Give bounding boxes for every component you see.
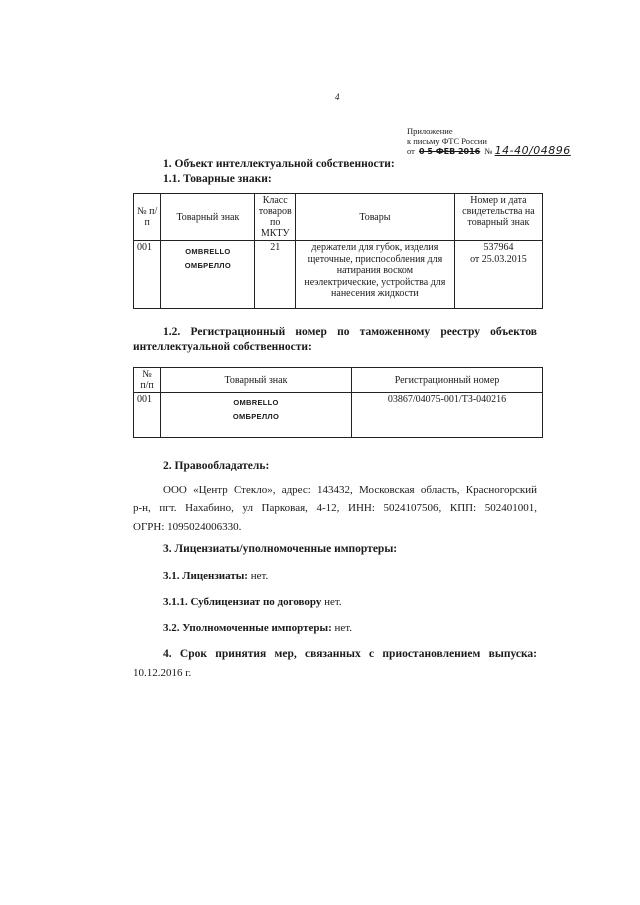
col-header-trademark: Товарный знак: [161, 194, 255, 241]
section3-title: 3. Лицензиаты/уполномоченные импортеры:: [163, 543, 398, 555]
cell-goods: держатели для губок, изделия щеточные, приспособления для натирания воском неэлектрические, устройства для нанесения жидкости: [295, 241, 454, 309]
col-header-num: № п/п: [134, 368, 161, 393]
table-header-row: [134, 368, 543, 393]
table-row: [134, 393, 543, 438]
col-header-certificate: Номер и дата свидетельства на товарный знак: [454, 194, 542, 241]
rightholder-line1: ООО «Центр Стекло», адрес: 143432, Московская область, Красногорский: [163, 484, 537, 496]
licensees-label: 3.1. Лицензиаты:: [163, 570, 248, 582]
page-number: 4: [335, 92, 340, 102]
table-row: [134, 241, 543, 309]
col-header-goods: Товары: [295, 194, 454, 241]
section4-title: 4. Срок принятия мер, связанных с приостановлением выпуска:: [163, 648, 537, 660]
rightholder-line3: ОГРН: 1095024006330.: [133, 521, 242, 533]
section1-2-title-line1: 1.2. Регистрационный номер по таможенному реестру объектов: [163, 326, 537, 338]
appendix-header: [407, 126, 571, 157]
section1-title: 1. Объект интеллектуальной собственности:: [163, 158, 395, 170]
trademark-latin: OMBRELLO: [185, 247, 231, 256]
trademark-cyrillic: ОМБРЕЛЛО: [232, 412, 280, 421]
trademarks-table: [133, 193, 543, 309]
sublicensee-value: нет.: [321, 596, 342, 608]
importers-value: нет.: [331, 622, 353, 634]
col-header-num: № п/п: [134, 194, 161, 241]
certificate-date: от 25.03.2015: [470, 254, 527, 265]
appendix-from: от: [407, 146, 415, 156]
cell-trademark: [161, 393, 352, 438]
cell-class: 21: [255, 241, 295, 309]
rightholder-line2: р-н, пгт. Нахабино, ул Парковая, 4-12, ИНН: 5024107506, КПП: 502401001,: [133, 502, 537, 514]
cell-trademark: [161, 241, 255, 309]
appendix-line1: Приложение: [407, 126, 453, 136]
appendix-date-line: [407, 146, 571, 157]
appendix-line2: к письму ФТС России: [407, 136, 487, 146]
certificate-number: 537964: [483, 242, 514, 253]
table-header-row: [134, 194, 543, 241]
section2-title: 2. Правообладатель:: [163, 460, 270, 472]
appendix-date-stamp: 0 5 ФЕВ 2016: [418, 147, 481, 156]
registry-table: [133, 367, 543, 438]
section4-value: 10.12.2016 г.: [133, 667, 192, 679]
section1-subtitle: 1.1. Товарные знаки:: [163, 173, 272, 185]
appendix-letter-number: 14-40/04896: [494, 144, 571, 157]
col-header-class: Класс товаров по МКТУ: [255, 194, 295, 241]
section1-2-title-line2: интеллектуальной собственности:: [133, 341, 312, 353]
importers-label: 3.2. Уполномоченные импортеры:: [163, 622, 332, 634]
cell-reg-number: 03867/04075-001/ТЗ-040216: [352, 393, 543, 438]
col-header-reg-number: Регистрационный номер: [352, 368, 543, 393]
cell-num: 001: [134, 241, 161, 309]
trademark-latin: OMBRELLO: [233, 398, 279, 407]
sublicensee-line: [163, 596, 342, 608]
sublicensee-label: 3.1.1. Сублицензиат по договору: [163, 596, 322, 608]
importers-line: [163, 622, 352, 634]
trademark-cyrillic: ОМБРЕЛЛО: [184, 261, 232, 270]
licensees-value: нет.: [247, 570, 269, 582]
cell-num: 001: [134, 393, 161, 438]
col-header-trademark: Товарный знак: [161, 368, 352, 393]
licensees-line: [163, 570, 268, 582]
cell-certificate: [454, 241, 542, 309]
appendix-num-sign: №: [484, 146, 493, 156]
